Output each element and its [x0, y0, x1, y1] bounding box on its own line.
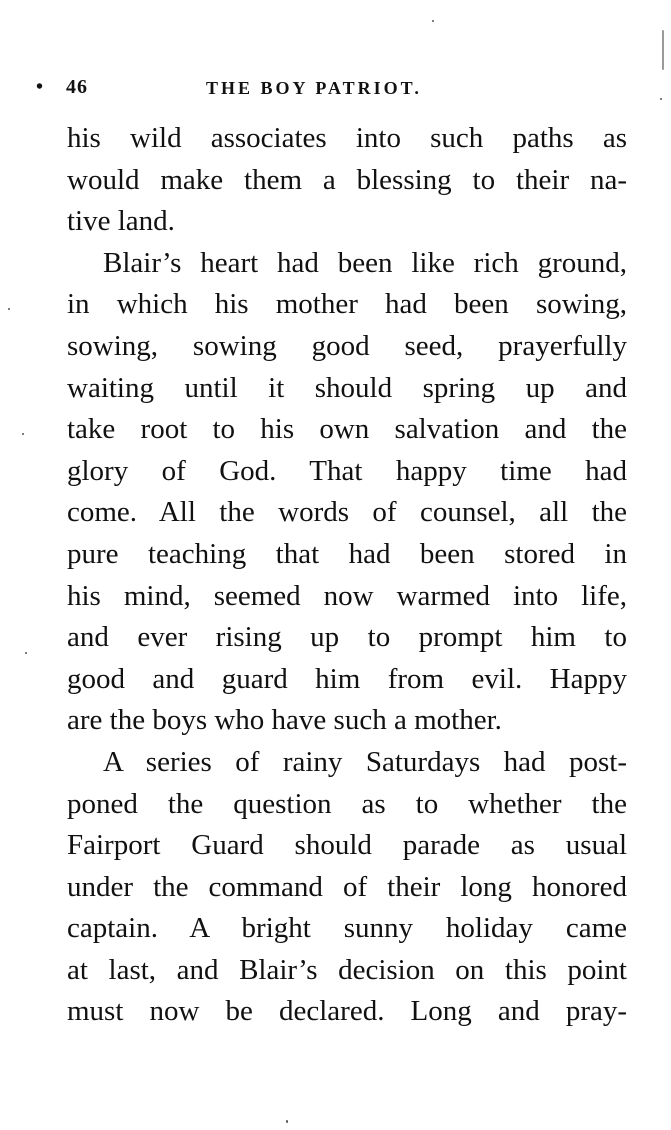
text-line: sowing, sowing good seed, prayerfully: [67, 329, 627, 362]
text-line: come. All the words of counsel, all the: [67, 496, 627, 529]
text-line: Fairport Guard should parade as usual: [67, 829, 627, 862]
text-line: tive land.: [67, 205, 175, 238]
text-line: his wild associates into such paths as: [67, 122, 627, 154]
text-line: are the boys who have such a mother.: [67, 704, 502, 737]
text-line: must now be declared. Long and pray-: [67, 995, 627, 1028]
scan-speck: [286, 1120, 288, 1123]
page-header: [36, 76, 596, 104]
body-text: [67, 118, 627, 1033]
scan-speck: [25, 652, 27, 654]
text-line: pure teaching that had been stored in: [67, 537, 627, 570]
text-line: waiting until it should spring up and: [67, 371, 627, 404]
text-line: at last, and Blair’s decision on this point: [67, 953, 627, 986]
scan-speck: [662, 30, 664, 70]
scan-speck: [8, 308, 10, 310]
text-line: good and guard him from evil. Happy: [67, 662, 627, 695]
page-number: 46: [66, 76, 88, 98]
scan-speck: [660, 98, 662, 100]
scan-speck: [432, 20, 434, 22]
text-line: A series of rainy Saturdays had post-: [103, 745, 627, 778]
header-bullet: •: [36, 76, 44, 98]
text-line: under the command of their long honored: [67, 870, 627, 903]
text-line: and ever rising up to prompt him to: [67, 621, 627, 654]
text-line: poned the question as to whether the: [67, 787, 627, 820]
text-line: would make them a blessing to their na-: [67, 163, 627, 196]
text-line: Blair’s heart had been like rich ground,: [103, 246, 627, 279]
text-line: captain. A bright sunny holiday came: [67, 912, 627, 945]
running-title: THE BOY PATRIOT.: [206, 78, 422, 98]
text-line: glory of God. That happy time had: [67, 454, 627, 487]
scan-speck: [22, 433, 24, 435]
text-line: his mind, seemed now warmed into life,: [67, 579, 627, 612]
text-line: take root to his own salvation and the: [67, 413, 627, 446]
text-line: in which his mother had been sowing,: [67, 288, 627, 321]
